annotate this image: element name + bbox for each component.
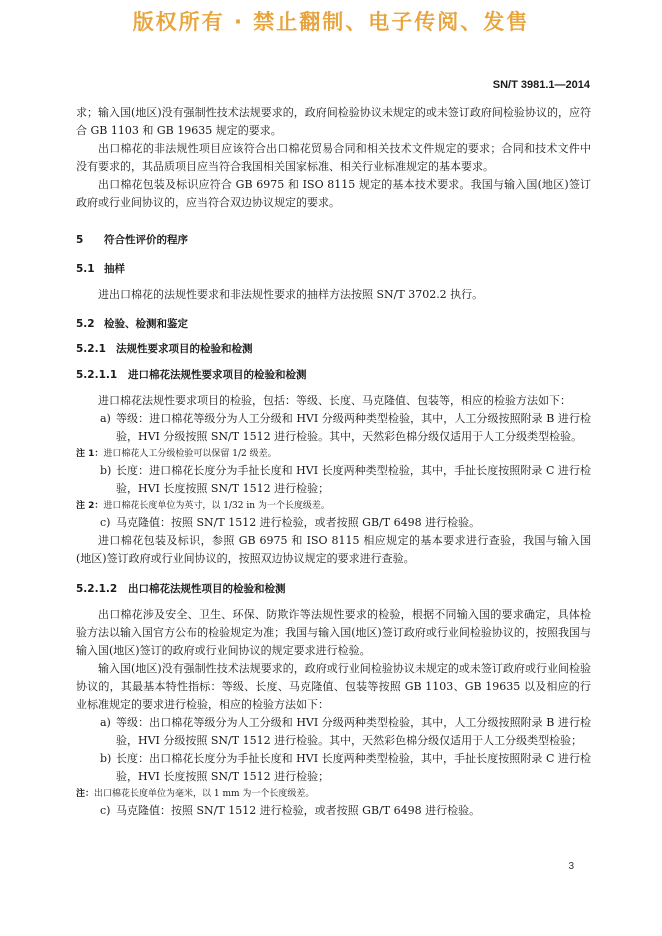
section-number: 5.2.1 <box>76 343 106 355</box>
section-heading-5-2-1-2 <box>76 580 591 598</box>
paragraph: 进口棉花法规性要求项目的检验，包括：等级、长度、马克隆值、包装等，相应的检验方法如下： <box>98 394 571 407</box>
section-heading-5-1 <box>76 260 591 278</box>
list-marker: a) <box>100 412 111 425</box>
list-marker: c) <box>100 804 111 817</box>
section-heading-5-2-1 <box>76 340 591 358</box>
section-number: 5.2.1.1 <box>76 369 118 381</box>
section-number: 5.2.1.2 <box>76 583 118 595</box>
list-marker: b) <box>100 464 112 477</box>
section-title: 抽样 <box>104 263 125 275</box>
list-item <box>76 410 591 446</box>
paragraph: 输入国(地区)没有强制性技术法规要求的，政府或行业间检验协议未规定的或未签订政府或行业间检验协议的，其最基本特性指标：等级、长度、马克隆值、包装等按照 GB 1103、GB 19635 以及相应的行业标准规定的要求进行检验，相应的检验方法如下： <box>76 662 591 711</box>
section-heading-5-2 <box>76 315 591 333</box>
section-heading-5-2-1-1 <box>76 366 591 384</box>
list-item <box>76 802 591 820</box>
section-title: 法规性要求项目的检验和检测 <box>116 343 253 355</box>
note-label: 注 2： <box>76 501 104 511</box>
note <box>76 786 591 802</box>
note-text: 进口棉花人工分级检验可以保留 1/2 级差。 <box>103 449 277 459</box>
list-marker: a) <box>100 716 111 729</box>
section-number: 5 <box>76 234 84 246</box>
paragraph: 出口棉花涉及安全、卫生、环保、防欺诈等法规性要求的检验，根据不同输入国的要求确定，具体检验方法以输入国官方公布的检验规定为准；我国与输入国(地区)签订政府或行业间检验协议的，按照我国与输入国(地区)签订的政府或行业间协议的规定要求进行检验。 <box>76 608 591 657</box>
paragraph: 进口棉花包装及标识，参照 GB 6975 和 ISO 8115 相应规定的基本要求进行查验，我国与输入国(地区)签订政府或行业间协议的，按照双边协议规定的要求进行查验。 <box>76 534 591 565</box>
section-title: 符合性评价的程序 <box>104 234 188 246</box>
paragraph: 出口棉花的非法规性项目应该符合出口棉花贸易合同和相关技术文件规定的要求；合同和技术文件中没有要求的，其品质项目应当符合我国相关国家标准、相关行业标准规定的基本要求。 <box>76 142 591 173</box>
standard-code: SN/T 3981.1—2014 <box>492 79 590 91</box>
list-item <box>76 714 591 750</box>
note-text: 进口棉花长度单位为英寸，以 1/32 in 为一个长度级差。 <box>103 501 330 511</box>
list-item <box>76 462 591 498</box>
note-label: 注： <box>76 789 95 799</box>
list-item <box>76 514 591 532</box>
section-title: 检验、检测和鉴定 <box>104 318 188 330</box>
list-item-text: 马克隆值：按照 SN/T 1512 进行检验，或者按照 GB/T 6498 进行检验。 <box>116 516 481 529</box>
section-title: 出口棉花法规性项目的检验和检测 <box>128 583 286 595</box>
paragraph: 进出口棉花的法规性要求和非法规性要求的抽样方法按照 SN/T 3702.2 执行。 <box>98 288 484 301</box>
note-text: 出口棉花长度单位为毫米，以 1 mm 为一个长度级差。 <box>94 789 315 799</box>
list-item-text: 长度：进口棉花长度分为手扯长度和 HVI 长度两种类型检验，其中，手扯长度按照附录 C 进行检验，HVI 长度按照 SN/T 1512 进行检验； <box>116 464 591 495</box>
section-heading-5 <box>76 231 591 249</box>
list-marker: b) <box>100 752 112 765</box>
copyright-watermark: 版权所有 · 禁止翻制、电子传阅、发售 <box>132 10 530 34</box>
paragraph: 出口棉花包装及标识应符合 GB 6975 和 ISO 8115 规定的基本技术要求。我国与输入国(地区)签订政府或行业间协议的，应当符合双边协议规定的要求。 <box>76 178 591 209</box>
paragraph: 求；输入国(地区)没有强制性技术法规要求的，政府间检验协议未规定的或未签订政府间检验协议的，应符合 GB 1103 和 GB 19635 规定的要求。 <box>76 106 591 137</box>
list-item-text: 等级：进口棉花等级分为人工分级和 HVI 分级两种类型检验，其中，人工分级按照附录 B 进行检验，HVI 分级按照 SN/T 1512 进行检验。其中，天然彩色棉分级仅适用于人工分级类型检验。 <box>116 412 591 443</box>
list-item <box>76 750 591 786</box>
list-item-text: 长度：出口棉花长度分为手扯长度和 HVI 长度两种类型检验，其中，手扯长度按照附录 C 进行检验，HVI 长度按照 SN/T 1512 进行检验； <box>116 752 591 783</box>
page-number: 3 <box>568 861 574 872</box>
note <box>76 446 591 462</box>
list-item-text: 等级：出口棉花等级分为人工分级和 HVI 分级两种类型检验，其中，人工分级按照附录 B 进行检验，HVI 分级按照 SN/T 1512 进行检验。其中，天然彩色棉分级仅适用于人工分级类型检验； <box>116 716 591 747</box>
section-number: 5.2 <box>76 318 95 330</box>
note-label: 注 1： <box>76 449 104 459</box>
list-marker: c) <box>100 516 111 529</box>
section-number: 5.1 <box>76 263 95 275</box>
list-item-text: 马克隆值：按照 SN/T 1512 进行检验，或者按照 GB/T 6498 进行检验。 <box>116 804 481 817</box>
note <box>76 498 591 514</box>
document-body <box>76 104 591 820</box>
section-title: 进口棉花法规性要求项目的检验和检测 <box>128 369 307 381</box>
